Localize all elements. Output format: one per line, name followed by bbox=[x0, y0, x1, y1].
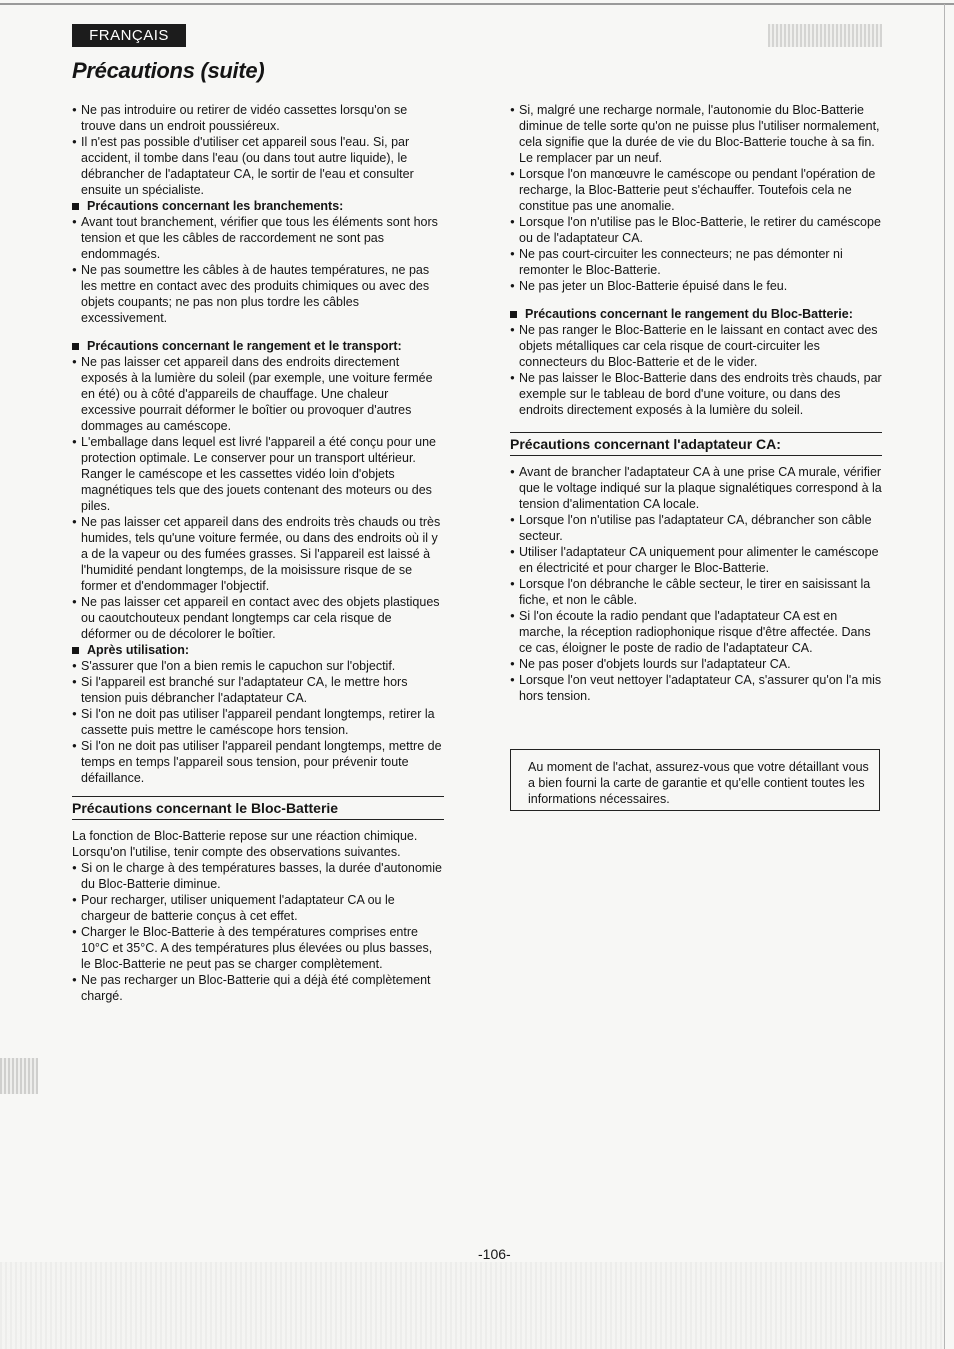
list-item: ● Ne pas soumettre les câbles à de hautes températures, ne pas les mettre en contact avec des produits chimiques ou avec des objets coupants; ne pas non plus tordre les câbles excessivement. bbox=[72, 262, 444, 326]
subheading-rangement bbox=[72, 338, 444, 354]
top-rule bbox=[0, 3, 954, 5]
list-item: ● Lorsque l'on n'utilise pas le Bloc-Batterie, le retirer du caméscope ou de l'adaptateur CA. bbox=[510, 214, 882, 246]
subheading-branchements bbox=[72, 198, 444, 214]
warranty-notice-text: Au moment de l'achat, assurez-vous que votre détaillant vous a bien fourni la carte de garantie et qu'elle contient toutes les informations nécessaires. bbox=[528, 760, 869, 806]
list-item: ● Ne pas jeter un Bloc-Batterie épuisé dans le feu. bbox=[510, 278, 882, 294]
adaptateur-list bbox=[510, 464, 882, 704]
list-item: ● Si, malgré une recharge normale, l'autonomie du Bloc-Batterie diminue de telle sorte qu'on ne puisse plus l'utiliser normalement, cela signifie que la durée de vie du Bloc-Batterie touche à sa fin. Le remplacer par un neuf. bbox=[510, 102, 882, 166]
subheading-text: Précautions concernant le rangement du Bloc-Batterie: bbox=[525, 307, 853, 321]
list-item: ● Si l'appareil est branché sur l'adaptateur CA, le mettre hors tension puis débrancher l'adaptateur CA. bbox=[72, 674, 444, 706]
list-item: ● Pour recharger, utiliser uniquement l'adaptateur CA ou le chargeur de batterie conçus à cet effet. bbox=[72, 892, 444, 924]
square-bullet-icon bbox=[72, 647, 79, 654]
batterie-continued-list bbox=[510, 102, 882, 294]
list-item: ● Si on le charge à des températures basses, la durée d'autonomie du Bloc-Batterie diminue. bbox=[72, 860, 444, 892]
subheading-rangement-batterie bbox=[510, 306, 882, 322]
left-column bbox=[72, 102, 444, 1004]
right-rule bbox=[944, 4, 945, 1349]
page-title: Précautions (suite) bbox=[72, 58, 265, 83]
section-heading-adaptateur: Précautions concernant l'adaptateur CA: bbox=[510, 432, 882, 456]
list-item: ● Ne pas poser d'objets lourds sur l'adaptateur CA. bbox=[510, 656, 882, 672]
list-item: ● Si l'on ne doit pas utiliser l'appareil pendant longtemps, retirer la cassette puis mettre le caméscope hors tension. bbox=[72, 706, 444, 738]
list-item: ● Ne pas ranger le Bloc-Batterie en le laissant en contact avec des objets métalliques car cela risque de court-circuiter les connecteurs du Bloc-Batterie et de le vider. bbox=[510, 322, 882, 370]
list-item: ● Avant de brancher l'adaptateur CA à une prise CA murale, vérifier que le voltage indiqué sur la plaque signalétiques correspond à la tension d'alimentation CA locale. bbox=[510, 464, 882, 512]
section-heading-batterie: Précautions concernant le Bloc-Batterie bbox=[72, 796, 444, 820]
list-item: ● Lorsque l'on manœuvre le caméscope ou pendant l'opération de recharge, la Bloc-Batterie peut s'échauffer. Toutefois cela ne constitue pas une anomalie. bbox=[510, 166, 882, 214]
scan-artifact bbox=[768, 24, 882, 47]
batterie-list bbox=[72, 860, 444, 1004]
square-bullet-icon bbox=[72, 343, 79, 350]
language-badge: FRANÇAIS bbox=[72, 24, 186, 47]
list-item: ● Ne pas recharger un Bloc-Batterie qui a déjà été complètement chargé. bbox=[72, 972, 444, 1004]
apres-list bbox=[72, 658, 444, 786]
list-item: ● Lorsque l'on débranche le câble secteur, le tirer en saisissant la fiche, et non le câble. bbox=[510, 576, 882, 608]
rangement-batterie-list bbox=[510, 322, 882, 418]
list-item: ● Ne pas court-circuiter les connecteurs; ne pas démonter ni remonter le Bloc-Batterie. bbox=[510, 246, 882, 278]
list-item: ● Il n'est pas possible d'utiliser cet appareil sous l'eau. Si, par accident, il tombe dans l'eau (ou dans tout autre liquide), le débrancher de l'adaptateur CA, le sortir de l'eau et consulter ensuite un spécialiste. bbox=[72, 134, 444, 198]
subheading-text: Précautions concernant le rangement et le transport: bbox=[87, 339, 402, 353]
list-item: ● Lorsque l'on n'utilise pas l'adaptateur CA, débrancher son câble secteur. bbox=[510, 512, 882, 544]
square-bullet-icon bbox=[510, 311, 517, 318]
scan-artifact bbox=[0, 1058, 38, 1094]
list-item: ● S'assurer que l'on a bien remis le capuchon sur l'objectif. bbox=[72, 658, 444, 674]
list-item: ● Avant tout branchement, vérifier que tous les éléments sont hors tension et que les câbles de raccordement ne sont pas endommagés. bbox=[72, 214, 444, 262]
list-item: ● Ne pas laisser cet appareil dans des endroits directement exposés à la lumière du soleil (par exemple, une voiture fermée en été) ou à côté d'appareils de chauffage. Une chaleur excessive pourrait déformer le boîtier ou provoquer d'autres dommages au caméscope. bbox=[72, 354, 444, 434]
scan-artifact bbox=[0, 1262, 944, 1349]
list-item: ● Lorsque l'on veut nettoyer l'adaptateur CA, s'assurer qu'on l'a mis hors tension. bbox=[510, 672, 882, 704]
intro-list bbox=[72, 102, 444, 198]
page-number: -106- bbox=[478, 1246, 511, 1262]
list-item: ● Ne pas laisser le Bloc-Batterie dans des endroits très chauds, par exemple sur le tableau de bord d'une voiture, ou dans des endroits directement exposés à la lumière du soleil. bbox=[510, 370, 882, 418]
list-item: ● Ne pas laisser cet appareil dans des endroits très chauds ou très humides, tels qu'une voiture fermée, ou dans des endroits où il y a de la vapeur ou des fumées grasses. Si l'appareil est laissé à l'humidité pendant longtemps, de la moisissure risque de se former et d'endommager l'objectif. bbox=[72, 514, 444, 594]
warranty-notice-box bbox=[510, 749, 880, 811]
subheading-apres bbox=[72, 642, 444, 658]
subheading-text: Après utilisation: bbox=[87, 643, 190, 657]
right-column bbox=[510, 102, 882, 704]
list-item: ● Utiliser l'adaptateur CA uniquement pour alimenter le caméscope en électricité et pour charger le Bloc-Batterie. bbox=[510, 544, 882, 576]
rangement-list bbox=[72, 354, 444, 642]
subheading-text: Précautions concernant les branchements: bbox=[87, 199, 344, 213]
list-item: ● Ne pas introduire ou retirer de vidéo cassettes lorsqu'on se trouve dans un endroit poussiéreux. bbox=[72, 102, 444, 134]
list-item: ● Si l'on écoute la radio pendant que l'adaptateur CA est en marche, la réception radiophonique risque d'être affectée. Dans ce cas, éloigner le poste de radio de l'adaptateur CA. bbox=[510, 608, 882, 656]
batterie-intro: La fonction de Bloc-Batterie repose sur une réaction chimique. Lorsqu'on l'utilise, tenir compte des observations suivantes. bbox=[72, 829, 418, 859]
list-item: ● Si l'on ne doit pas utiliser l'appareil pendant longtemps, mettre de temps en temps l'appareil sous tension, pour prévenir toute défaillance. bbox=[72, 738, 444, 786]
list-item: ● Ne pas laisser cet appareil en contact avec des objets plastiques ou caoutchouteux pendant longtemps car cela risque de déformer ou de décolorer le boîtier. bbox=[72, 594, 444, 642]
list-item: ● L'emballage dans lequel est livré l'appareil a été conçu pour une protection optimale. Le conserver pour un transport ultérieur. Ranger le caméscope et les cassettes vidéo loin d'objets magnétiques tels que des jouets contenant des moteurs ou des piles. bbox=[72, 434, 444, 514]
branchements-list bbox=[72, 214, 444, 326]
list-item: ● Charger le Bloc-Batterie à des températures comprises entre 10°C et 35°C. A des températures plus élevées ou plus basses, le Bloc-Batterie ne peut pas se charger complètement. bbox=[72, 924, 444, 972]
square-bullet-icon bbox=[72, 203, 79, 210]
